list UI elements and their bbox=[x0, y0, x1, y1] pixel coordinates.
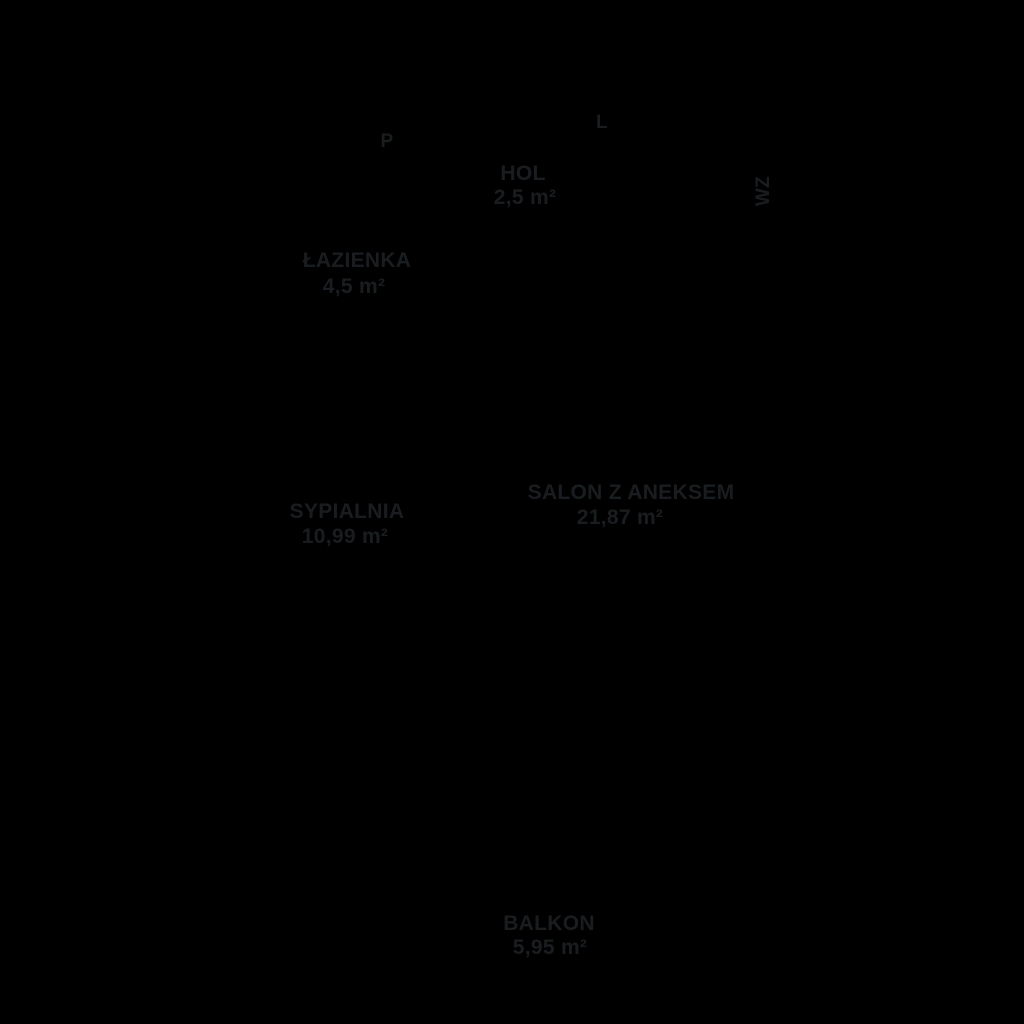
room-area-balkon: 5,95 m² bbox=[512, 936, 588, 959]
door-marker-p: P bbox=[380, 131, 394, 152]
room-label-sypialnia: SYPIALNIA bbox=[289, 500, 405, 523]
riser-marker-wz: WZ bbox=[753, 175, 774, 207]
room-area-sypialnia: 10,99 m² bbox=[301, 525, 389, 548]
room-label-hol: HOL bbox=[500, 162, 546, 185]
door-marker-l: L bbox=[596, 112, 608, 133]
room-label-salon-z-aneksem: SALON Z ANEKSEM bbox=[527, 481, 735, 504]
room-label-balkon: BALKON bbox=[503, 912, 595, 935]
room-label-lazienka: ŁAZIENKA bbox=[302, 249, 412, 272]
room-area-lazienka: 4,5 m² bbox=[322, 275, 386, 298]
room-area-salon-z-aneksem: 21,87 m² bbox=[576, 506, 664, 529]
room-area-hol: 2,5 m² bbox=[493, 186, 557, 209]
